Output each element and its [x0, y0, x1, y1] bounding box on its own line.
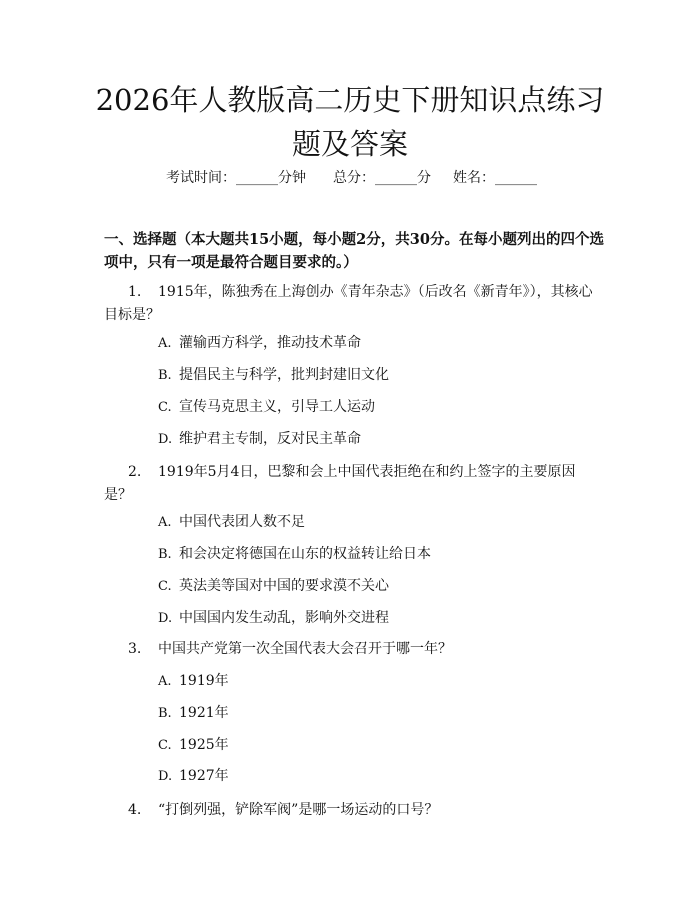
option-text: 1925年 [179, 737, 229, 753]
question-2-option-d [158, 608, 389, 629]
option-letter: D. [158, 611, 173, 626]
option-text: 中国国内发生动乱，影响外交进程 [179, 610, 389, 626]
option-text: 灌输西方科学，推动技术革命 [179, 335, 361, 351]
option-text: 宣传马克思主义，引导工人运动 [179, 399, 375, 415]
question-1-option-d [158, 429, 361, 450]
question-3-option-a [158, 671, 229, 692]
question-number: 1. [128, 284, 142, 300]
option-letter: B. [158, 368, 172, 383]
question-3 [104, 638, 600, 661]
question-1 [104, 281, 600, 327]
question-4 [104, 799, 600, 822]
question-2 [104, 461, 600, 507]
question-3-option-c [158, 735, 229, 756]
option-letter: D. [158, 769, 173, 784]
option-text: 中国代表团人数不足 [179, 514, 305, 530]
question-text: 1919年5月4日，巴黎和会上中国代表拒绝在和约上签字的主要原因是？ [104, 464, 576, 503]
question-1-option-a [158, 333, 361, 354]
option-text: 1919年 [179, 673, 229, 689]
option-letter: C. [158, 579, 172, 594]
question-text: 中国共产党第一次全国代表大会召开于哪一年？ [158, 641, 452, 657]
question-number: 3. [128, 641, 142, 657]
question-2-option-c [158, 576, 389, 597]
option-text: 维护君主专制，反对民主革命 [179, 431, 361, 447]
question-1-option-b [158, 365, 389, 386]
option-text: 和会决定将德国在山东的权益转让给日本 [179, 546, 431, 562]
question-number: 4. [128, 802, 142, 818]
section-heading: 一、选择题（本大题共15小题，每小题2分，共30分。在每小题列出的四个选项中，只有一项是最符合题目要求的。） [104, 231, 604, 271]
question-2-option-b [158, 544, 431, 565]
question-number: 2. [128, 464, 142, 480]
document-title: 2026年人教版高二历史下册知识点练习题及答案 [95, 83, 605, 161]
option-letter: A. [158, 674, 172, 689]
option-letter: D. [158, 432, 173, 447]
question-3-option-b [158, 703, 229, 724]
option-letter: C. [158, 738, 172, 753]
option-letter: B. [158, 547, 172, 562]
question-text: 1915年，陈独秀在上海创办《青年杂志》（后改名《新青年》），其核心目标是？ [104, 284, 593, 323]
option-letter: B. [158, 706, 172, 721]
option-text: 1921年 [179, 705, 229, 721]
option-text: 英法美等国对中国的要求漠不关心 [179, 578, 389, 594]
question-2-option-a [158, 512, 305, 533]
exam-time-field: 考试时间：______分钟 [166, 170, 306, 186]
option-letter: A. [158, 336, 172, 351]
question-1-option-c [158, 397, 375, 418]
option-text: 提倡民主与科学，批判封建旧文化 [179, 367, 389, 383]
total-score-field: 总分：______分 [333, 170, 431, 186]
student-name-field: 姓名：______ [453, 170, 537, 186]
option-text: 1927年 [179, 768, 229, 784]
option-letter: A. [158, 515, 172, 530]
question-3-option-d [158, 766, 229, 787]
option-letter: C. [158, 400, 172, 415]
question-text: “打倒列强，铲除军阀”是哪一场运动的口号？ [158, 802, 439, 818]
